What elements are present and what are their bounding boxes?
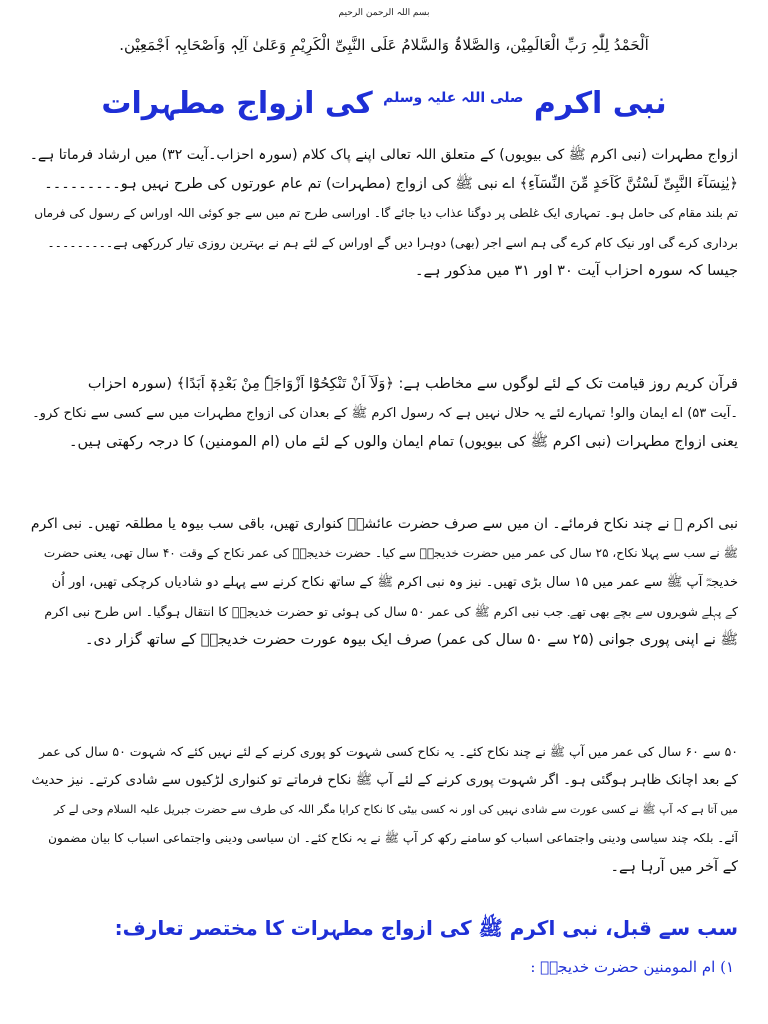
paragraph-line: ﷺ نے سب سے پہلا نکاح، ۲۵ سال کی عمر میں حضرت خدیجہؓ سے کیا۔ حضرت خدیجہؓ کی عمر نکاح کے وقت ۴۰ سال تھی، یعنی حضرت bbox=[43, 546, 738, 560]
page-title bbox=[0, 86, 768, 121]
paragraph-3 bbox=[30, 510, 738, 655]
list-item bbox=[30, 958, 734, 976]
title-main: نبی اکرم bbox=[533, 86, 667, 121]
paragraph-line: برداری کرے گی اور نیک کام کرے گی ہم اسے اجر (بھی) دوہرا دیں گے اوراس کے لئے ہم نے بہترین روزی تیار کررکھی ہے۔۔۔۔۔۔۔۔۔ bbox=[47, 235, 738, 250]
paragraph-line: ازواج مطہرات (نبی اکرم ﷺ کی بیویوں) کے متعلق اللہ تعالی اپنے پاک کلام (سورہ احزاب۔آیت ۳۲) میں ارشاد فرماتا ہے۔ bbox=[30, 147, 738, 163]
paragraph-line: کے پہلے شوہروں سے بچے بھی تھے۔ جب نبی اکرم ﷺ کی عمر ۵۰ سال کی ہوئی تو حضرت خدیجہؓ کا انتقال ہوگیا۔ اس طرح نبی اکرم bbox=[44, 604, 738, 619]
paragraph-line: نبی اکرم ﷺ نے چند نکاح فرمائے۔ ان میں سے صرف حضرت عائشہؓ کنواری تھیں، باقی سب بیوہ یا مطلقہ تھیں۔ نبی اکرم bbox=[30, 516, 738, 532]
paragraph-line: آئے۔ بلکہ چند سیاسی ودینی واجتماعی اسباب کو سامنے رکھ کر آپ ﷺ نے یہ نکاح کئے۔ ان سیاسی ودینی واجتماعی اسباب کا بیان مضمون bbox=[48, 831, 738, 845]
title-rest: کی ازواج مطہرات bbox=[101, 86, 373, 121]
paragraph-line: تم بلند مقام کی حامل ہو۔ تمہاری ایک غلطی پر دوگنا عذاب دیا جائے گا۔ اوراسی طرح تم میں سے جو کوئی اللہ اوراس کے رسول کی فرماں bbox=[34, 206, 738, 220]
paragraph-line: خدیجہؓ آپ ﷺ سے عمر میں ۱۵ سال بڑی تھیں۔ نیز وہ نبی اکرم ﷺ کے ساتھ نکاح کرنے سے پہلے دو شادیاں کرچکی تھیں، اور اُن bbox=[51, 575, 738, 590]
paragraph-line: یعنی ازواج مطہرات (نبی اکرم ﷺ کی بیویوں) تمام ایمان والوں کے لئے ماں (ام المومنین) کا درجہ رکھتی ہیں۔ bbox=[69, 434, 738, 450]
paragraph-line: ﴿یٰنِسَآءَ النَّبِیِّ لَسْتُنَّ کَاَحَدٍ مِّنَ النِّسَآءِ﴾ اے نبی ﷺ کی ازواج (مطہرات) تم عام عورتوں کی طرح نہیں ہو۔۔۔۔۔۔۔۔۔ bbox=[44, 176, 738, 192]
paragraph-line: ﷺ نے اپنی پوری جوانی (۲۵ سے ۵۰ سال کی عمر) صرف ایک بیوہ عورت حضرت خدیجہؓ کے ساتھ گزار دی۔ bbox=[84, 632, 738, 648]
paragraph-line: جیسا کہ سورہ احزاب آیت ۳۰ اور ۳۱ میں مذکور ہے۔ bbox=[415, 263, 738, 279]
title-salutation: صلی اللہ علیہ وسلم bbox=[383, 90, 524, 106]
paragraph-line: ۵۰ سے ۶۰ سال کی عمر میں آپ ﷺ نے چند نکاح کئے۔ یہ نکاح کسی شہوت کو پوری کرنے کے لئے نہیں کئے کہ شہوت ۵۰ سال کی عمر bbox=[39, 744, 738, 759]
opening-praise: اَلْحَمْدُ لِلّٰہِ رَبِّ الْعَالَمِیْن، وَالصَّلاۃُ وَالسَّلامُ عَلَی النَّبِیِّ الْکَرِیْمِ وَعَلیٰ آلِہٖ وَاَصْحَابِہٖ اَجْمَعِیْن. bbox=[119, 36, 649, 54]
paragraph-line: ۔آیت ۵۳) اے ایمان والو! تمہارے لئے یہ حلال نہیں ہے کہ رسول اکرم ﷺ کے بعدان کی ازواج مطہرات میں سے کسی سے نکاح کرو۔ bbox=[32, 406, 738, 421]
section-heading: سب سے قبل، نبی اکرم ﷺ کی ازواج مطہرات کا مختصر تعارف: bbox=[114, 916, 738, 940]
list-item-number: ۱) bbox=[720, 958, 734, 976]
paragraph-1 bbox=[30, 141, 738, 286]
paragraph-line: کے بعد اچانک ظاہر ہوگئی ہو۔ اگر شہوت پوری کرنے کے لئے آپ ﷺ نکاح فرماتے تو کنواری لڑکیوں سے شادی کرتے۔ نیز حدیث bbox=[31, 772, 738, 788]
paragraph-line: کے آخر میں آرہا ہے۔ bbox=[610, 859, 738, 875]
paragraph-2 bbox=[30, 370, 738, 457]
list-item-text: ام المومنین حضرت خدیجہؓ : bbox=[530, 958, 716, 976]
bismillah-calligraphy: بسم اللہ الرحمن الرحیم bbox=[338, 8, 430, 18]
paragraph-line: قرآن کریم روز قیامت تک کے لئے لوگوں سے مخاطب ہے: ﴿وَلَآ اَنْ تَنْکِحُوْٓا اَزْوَاجَہٗ مِنْ بَعْدِہٖٓ اَبَدًا﴾ (سورہ احزاب bbox=[87, 376, 738, 392]
paragraph-4 bbox=[30, 737, 738, 882]
paragraph-line: میں آتا ہے کہ آپ ﷺ نے کسی عورت سے شادی نہیں کی اور نہ کسی بیٹی کا نکاح کرایا مگر اللہ کی طرف سے حضرت جبریل علیہ السلام وحی لے کر bbox=[53, 803, 738, 816]
